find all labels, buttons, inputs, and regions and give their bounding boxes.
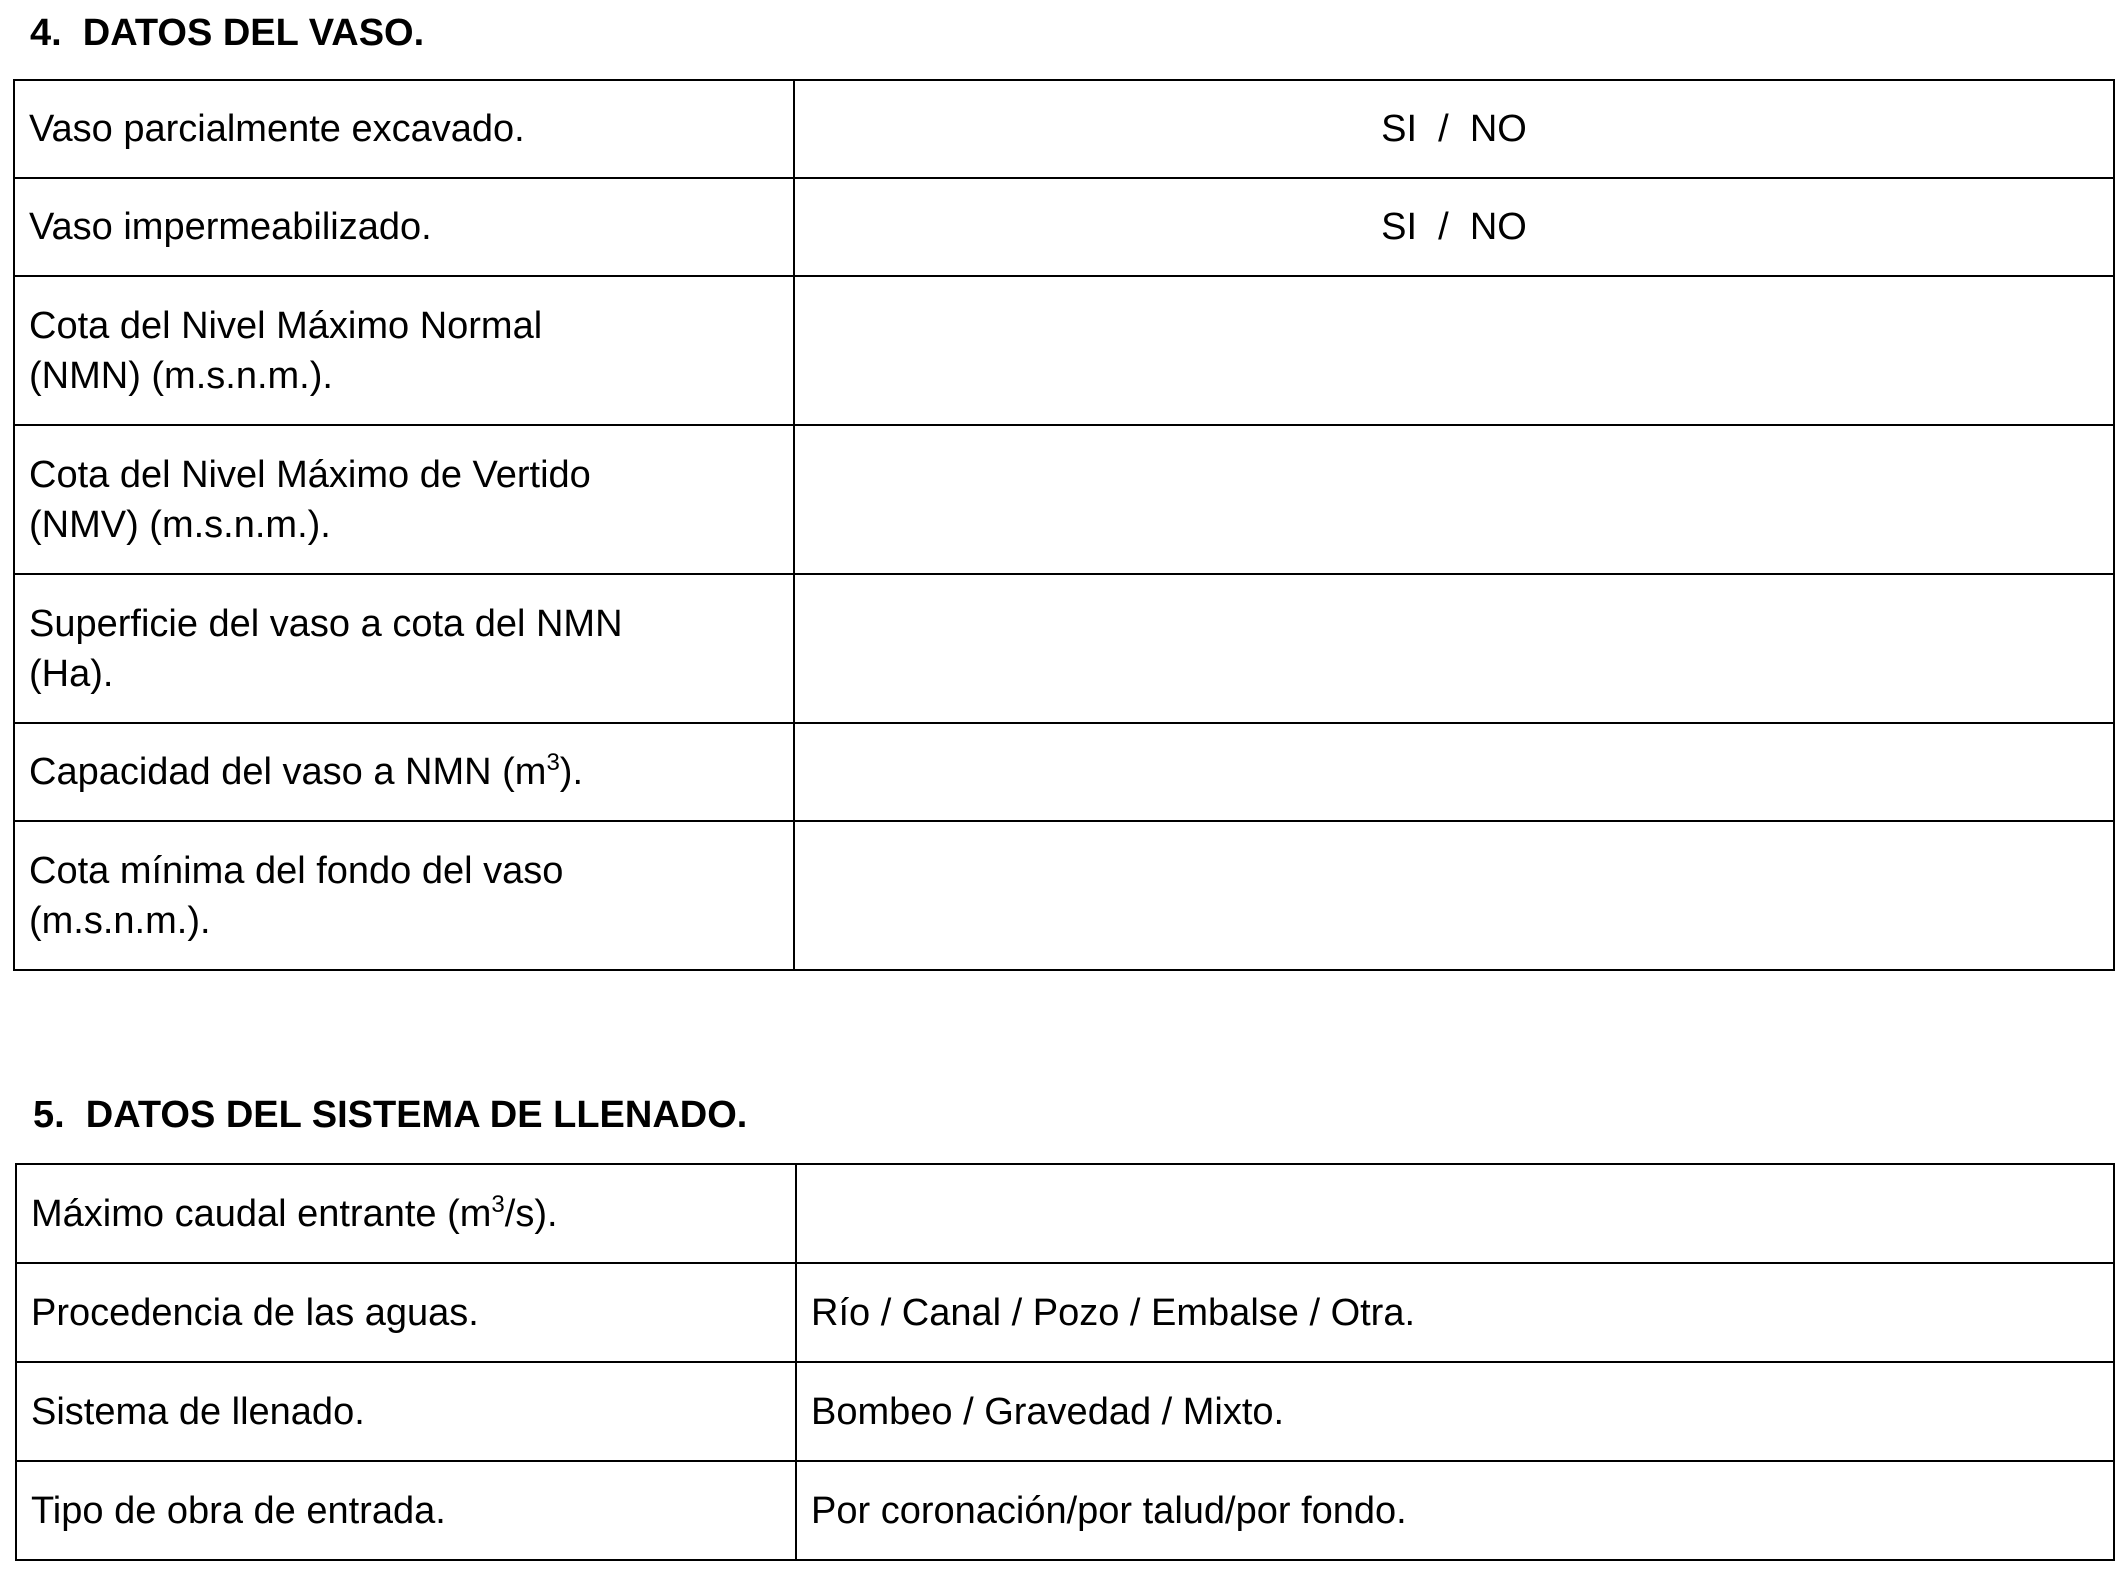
table-row <box>14 80 2114 178</box>
caudal-input[interactable] <box>796 1164 2114 1263</box>
field-label: Procedencia de las aguas. <box>16 1263 796 1362</box>
obra-entrada-options[interactable]: Por coronación/por talud/por fondo. <box>796 1461 2114 1560</box>
field-label <box>16 1164 796 1263</box>
field-label-line: (NMN) (m.s.n.m.). <box>29 354 333 397</box>
table-row <box>14 425 2114 574</box>
table-row <box>16 1461 2114 1560</box>
sistema-llenado-options[interactable]: Bombeo / Gravedad / Mixto. <box>796 1362 2114 1461</box>
field-label <box>14 276 794 425</box>
field-label-line: (Ha). <box>29 652 114 695</box>
table-row <box>16 1164 2114 1263</box>
field-label-text: Capacidad del vaso a NMN (m <box>29 751 547 793</box>
nmn-input[interactable] <box>794 276 2114 425</box>
field-label: Sistema de llenado. <box>16 1362 796 1461</box>
field-label-line: Cota del Nivel Máximo de Vertido <box>29 453 591 496</box>
field-label-line: Cota mínima del fondo del vaso <box>29 849 564 892</box>
superscript: 3 <box>546 749 560 776</box>
field-label-line: Superficie del vaso a cota del NMN <box>29 602 623 645</box>
table-row <box>14 276 2114 425</box>
si-no-field[interactable]: SI / NO <box>794 178 2114 276</box>
capacidad-input[interactable] <box>794 723 2114 821</box>
field-label-line: Cota del Nivel Máximo Normal <box>29 304 543 347</box>
table-row <box>16 1263 2114 1362</box>
field-label: Vaso parcialmente excavado. <box>14 80 794 178</box>
superficie-input[interactable] <box>794 574 2114 723</box>
table-row <box>16 1362 2114 1461</box>
table-row <box>14 178 2114 276</box>
field-label <box>14 574 794 723</box>
procedencia-options[interactable]: Río / Canal / Pozo / Embalse / Otra. <box>796 1263 2114 1362</box>
field-label: Tipo de obra de entrada. <box>16 1461 796 1560</box>
section-5-title: 5. DATOS DEL SISTEMA DE LLENADO. <box>33 1094 748 1136</box>
cota-minima-input[interactable] <box>794 821 2114 970</box>
vaso-data-table <box>13 79 2115 971</box>
llenado-data-table <box>15 1163 2115 1561</box>
field-label-line: (m.s.n.m.). <box>29 899 211 942</box>
nmv-input[interactable] <box>794 425 2114 574</box>
field-label-text: ). <box>559 751 584 793</box>
superscript: 3 <box>491 1190 505 1218</box>
field-label-text: Máximo caudal entrante (m <box>31 1192 492 1235</box>
si-no-field[interactable]: SI / NO <box>794 80 2114 178</box>
field-label <box>14 821 794 970</box>
section-4-title: 4. DATOS DEL VASO. <box>30 12 425 54</box>
field-label <box>14 425 794 574</box>
field-label <box>14 723 794 821</box>
table-row <box>14 574 2114 723</box>
table-row <box>14 723 2114 821</box>
field-label-line: (NMV) (m.s.n.m.). <box>29 503 331 546</box>
table-row <box>14 821 2114 970</box>
field-label: Vaso impermeabilizado. <box>14 178 794 276</box>
field-label-text: /s). <box>504 1192 558 1235</box>
